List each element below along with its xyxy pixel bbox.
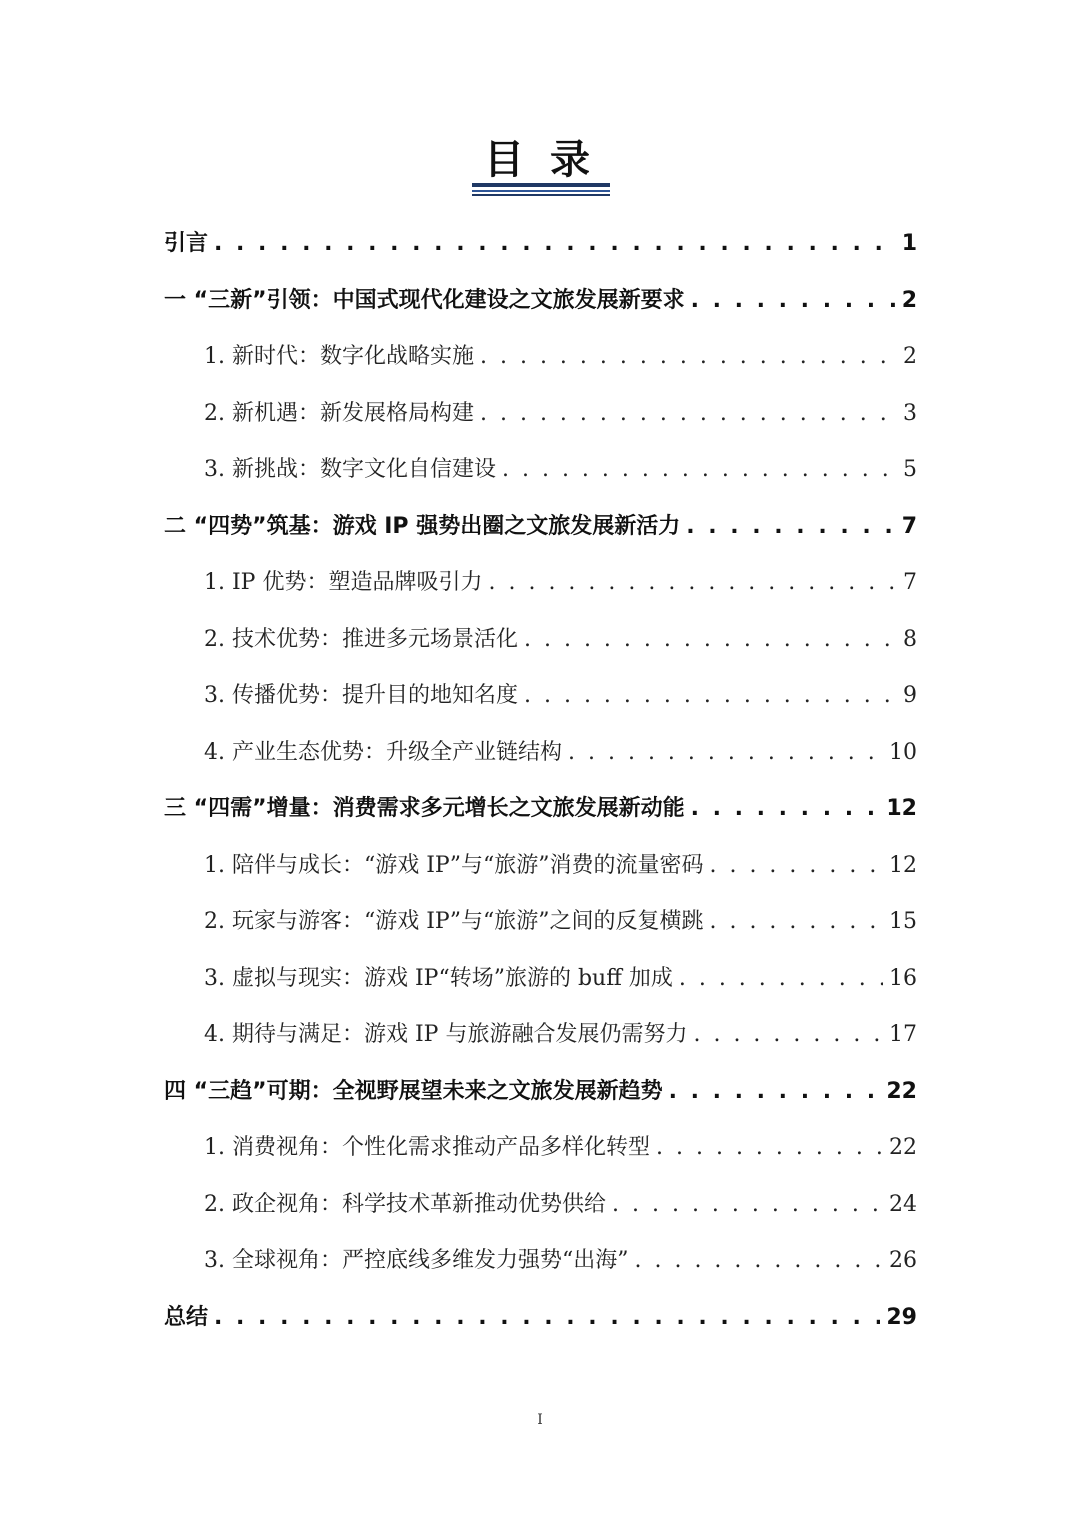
toc-page-number: 26 (889, 1248, 917, 1273)
title-underline-bar (472, 194, 610, 196)
toc-entry-text: 2. 政企视角：科学技术革新推动优势供给 (204, 1192, 606, 1217)
toc-page-number: 2 (901, 288, 917, 313)
toc-dot-leader (709, 902, 883, 942)
toc-page-number: 10 (889, 740, 917, 765)
toc-entry-text: 4. 期待与满足：游戏 IP 与旅游融合发展仍需努力 (204, 1022, 688, 1047)
toc-entry-section-2-4[interactable] (204, 733, 917, 773)
toc-entry-text: 总结 (164, 1305, 209, 1330)
toc-page-number: 16 (889, 966, 917, 991)
toc-dot-leader (214, 1298, 880, 1338)
toc-entry-section-2-3[interactable] (204, 676, 917, 716)
footer-page-number: I (537, 1412, 543, 1428)
toc-entry-section-4-3[interactable] (204, 1241, 917, 1281)
toc-page-number: 2 (903, 344, 917, 369)
toc-entry-section-3-1[interactable] (204, 846, 917, 886)
toc-entry-section-1-1[interactable] (204, 337, 917, 377)
toc-page-number: 22 (886, 1079, 917, 1104)
toc-dot-leader (488, 563, 897, 603)
toc-page-number: 1 (901, 231, 917, 256)
toc-entry-chapter-2[interactable] (164, 507, 917, 547)
toc-page-number: 9 (903, 683, 917, 708)
toc-page-number: 17 (889, 1022, 917, 1047)
toc-entry-chapter-4[interactable] (164, 1072, 917, 1112)
toc-entry-section-2-2[interactable] (204, 620, 917, 660)
toc-entry-section-4-2[interactable] (204, 1185, 917, 1225)
toc-entry-text: 2. 新机遇：新发展格局构建 (204, 401, 474, 426)
toc-dot-leader (524, 676, 897, 716)
toc-entry-conclusion[interactable] (164, 1298, 917, 1338)
title-underline-bar (472, 183, 610, 187)
toc-dot-leader (679, 959, 883, 999)
toc-entry-text: 二 “四势”筑基：游戏 IP 强势出圈之文旅发展新活力 (164, 514, 681, 539)
toc-entry-text: 3. 新挑战：数字文化自信建设 (204, 457, 496, 482)
toc-page-number: 29 (886, 1305, 917, 1330)
toc-page-number: 12 (889, 853, 917, 878)
toc-dot-leader (686, 507, 895, 547)
toc-page-number: 12 (886, 796, 917, 821)
toc-dot-leader (691, 789, 881, 829)
toc-entry-text: 4. 产业生态优势：升级全产业链结构 (204, 740, 562, 765)
toc-page-number: 15 (889, 909, 917, 934)
toc-entry-section-1-2[interactable] (204, 394, 917, 434)
toc-dot-leader (709, 846, 883, 886)
toc-dot-leader (693, 1015, 883, 1055)
toc-dot-leader (480, 394, 897, 434)
toc-entry-introduction[interactable] (164, 224, 917, 264)
toc-entry-section-2-1[interactable] (204, 563, 917, 603)
toc-page-number: 7 (903, 570, 917, 595)
toc-entry-text: 一 “三新”引领：中国式现代化建设之文旅发展新要求 (164, 288, 685, 313)
toc-entry-chapter-3[interactable] (164, 789, 917, 829)
toc-entry-text: 2. 技术优势：推进多元场景活化 (204, 627, 518, 652)
toc-entry-section-3-3[interactable] (204, 959, 917, 999)
toc-page-number: 7 (901, 514, 917, 539)
toc-dot-leader (669, 1072, 881, 1112)
toc-entry-text: 1. 陪伴与成长：“游戏 IP”与“旅游”消费的流量密码 (204, 853, 704, 878)
toc-entry-text: 四 “三趋”可期：全视野展望未来之文旅发展新趋势 (164, 1079, 663, 1104)
toc-page-number: 5 (903, 457, 917, 482)
toc-dot-leader (656, 1128, 883, 1168)
toc-dot-leader (612, 1185, 883, 1225)
toc-entry-text: 三 “四需”增量：消费需求多元增长之文旅发展新动能 (164, 796, 685, 821)
toc-entry-text: 引言 (164, 231, 209, 256)
toc-dot-leader (480, 337, 897, 377)
toc-dot-leader (634, 1241, 883, 1281)
toc-dot-leader (568, 733, 883, 773)
toc-entry-chapter-1[interactable] (164, 281, 917, 321)
title-underline (472, 183, 610, 197)
toc-page-number: 3 (903, 401, 917, 426)
toc-entry-section-3-2[interactable] (204, 902, 917, 942)
toc-dot-leader (502, 450, 897, 490)
page-title: 目 录 (484, 137, 596, 183)
toc-entry-text: 1. 消费视角：个性化需求推动产品多样化转型 (204, 1135, 650, 1160)
toc-entry-text: 3. 虚拟与现实：游戏 IP“转场”旅游的 buff 加成 (204, 966, 673, 991)
toc-entry-text: 3. 传播优势：提升目的地知名度 (204, 683, 518, 708)
toc-entry-text: 2. 玩家与游客：“游戏 IP”与“旅游”之间的反复横跳 (204, 909, 704, 934)
title-underline-bar (472, 190, 610, 192)
toc-entry-section-1-3[interactable] (204, 450, 917, 490)
toc-page-number: 22 (889, 1135, 917, 1160)
toc-dot-leader (524, 620, 897, 660)
toc-page-number: 8 (903, 627, 917, 652)
toc-page-number: 24 (889, 1192, 917, 1217)
toc-entry-text: 1. IP 优势：塑造品牌吸引力 (204, 570, 483, 595)
toc-dot-leader (691, 281, 896, 321)
toc-entry-text: 1. 新时代：数字化战略实施 (204, 344, 474, 369)
toc-dot-leader (214, 224, 896, 264)
toc-entry-section-4-1[interactable] (204, 1128, 917, 1168)
toc-entry-section-3-4[interactable] (204, 1015, 917, 1055)
toc-entry-text: 3. 全球视角：严控底线多维发力强势“出海” (204, 1248, 629, 1273)
